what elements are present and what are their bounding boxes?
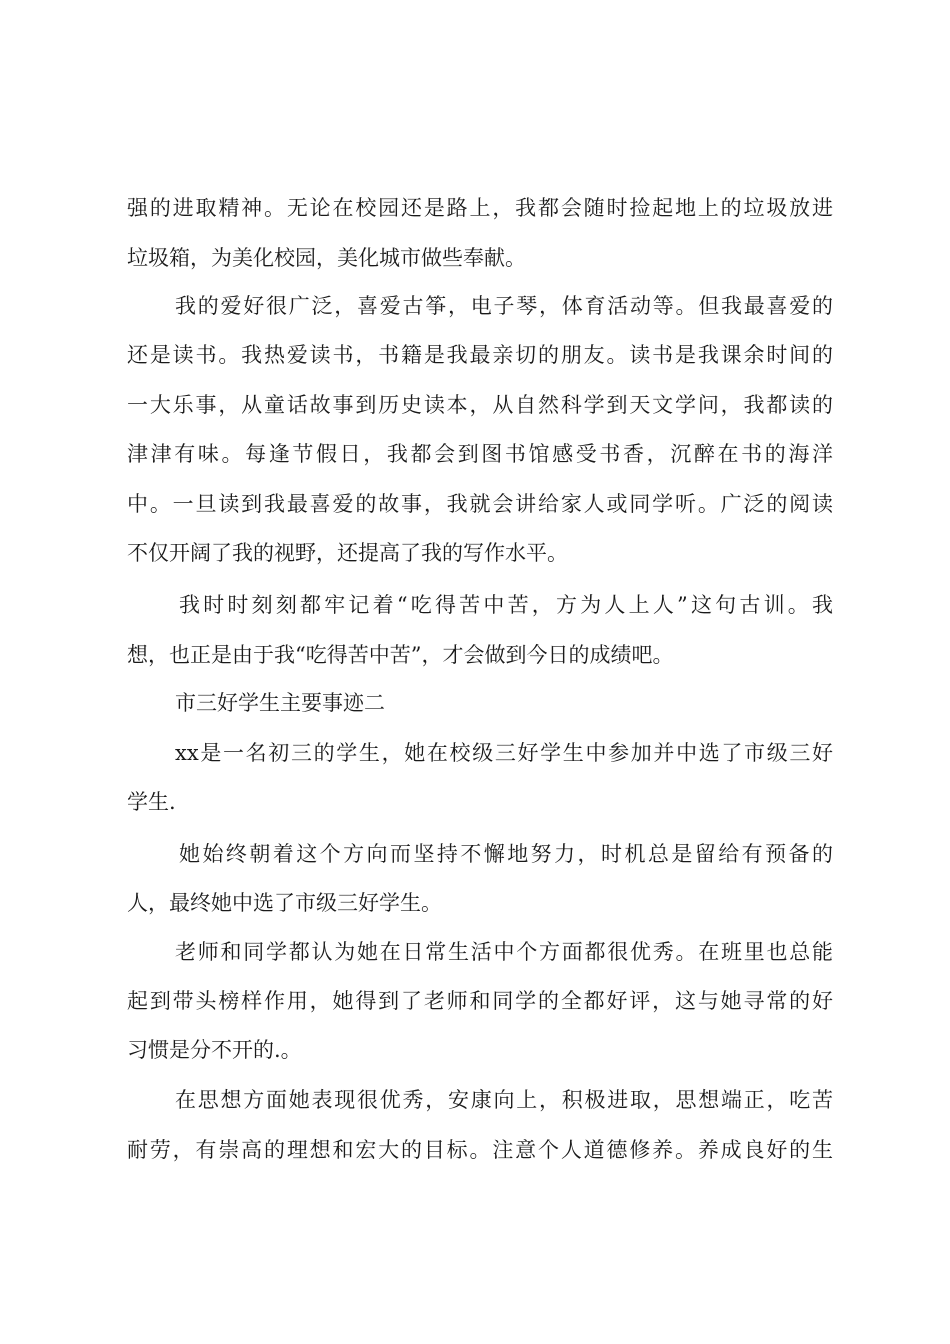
text-line: 想，也正是由于我“吃得苦中苦”，才会做到今日的成绩吧。 xyxy=(127,643,674,667)
text-line: 她始终朝着这个方向而坚持不懈地努力，时机总是留给有预备的 xyxy=(179,842,833,866)
text-line: 垃圾箱，为美化校园，美化城市做些奉献。 xyxy=(127,246,526,270)
text-line: 津津有味。每逢节假日，我都会到图书馆感受书香，沉醉在书的海洋 xyxy=(127,442,833,466)
text-line: 还是读书。我热爱读书，书籍是我最亲切的朋友。读书是我课余时间的 xyxy=(127,343,833,367)
text-line: 我时时刻刻都牢记着“吃得苦中苦，方为人上人”这句古训。我 xyxy=(179,593,833,617)
text-line: 中。一旦读到我最喜爱的故事，我就会讲给家人或同学听。广泛的阅读 xyxy=(127,492,833,516)
text-line: 在思想方面她表现很优秀，安康向上，积极进取，思想端正，吃苦 xyxy=(175,1088,833,1112)
text-line: 不仅开阔了我的视野，还提高了我的写作水平。 xyxy=(127,541,568,565)
text-line: 我的爱好很广泛，喜爱古筝，电子琴，体育活动等。但我最喜爱的 xyxy=(175,294,833,318)
text-line: 人，最终她中选了市级三好学生。 xyxy=(127,891,442,915)
text-line: 习惯是分不开的.。 xyxy=(127,1038,302,1062)
text-line: 起到带头榜样作用，她得到了老师和同学的全都好评，这与她寻常的好 xyxy=(127,989,833,1013)
text-line: 强的进取精神。无论在校园还是路上，我都会随时捡起地上的垃圾放进 xyxy=(127,196,833,220)
text-line: 学生. xyxy=(127,790,176,814)
text-line: 老师和同学都认为她在日常生活中个方面都很优秀。在班里也总能 xyxy=(175,940,833,964)
section-heading: 市三好学生主要事迹二 xyxy=(175,691,385,715)
text-line: 耐劳，有崇高的理想和宏大的目标。注意个人道德修养。养成良好的生 xyxy=(127,1138,833,1162)
text-line: 一大乐事，从童话故事到历史读本，从自然科学到天文学问，我都读的 xyxy=(127,393,833,417)
text-line: xx是一名初三的学生，她在校级三好学生中参加并中选了市级三好 xyxy=(175,741,833,765)
